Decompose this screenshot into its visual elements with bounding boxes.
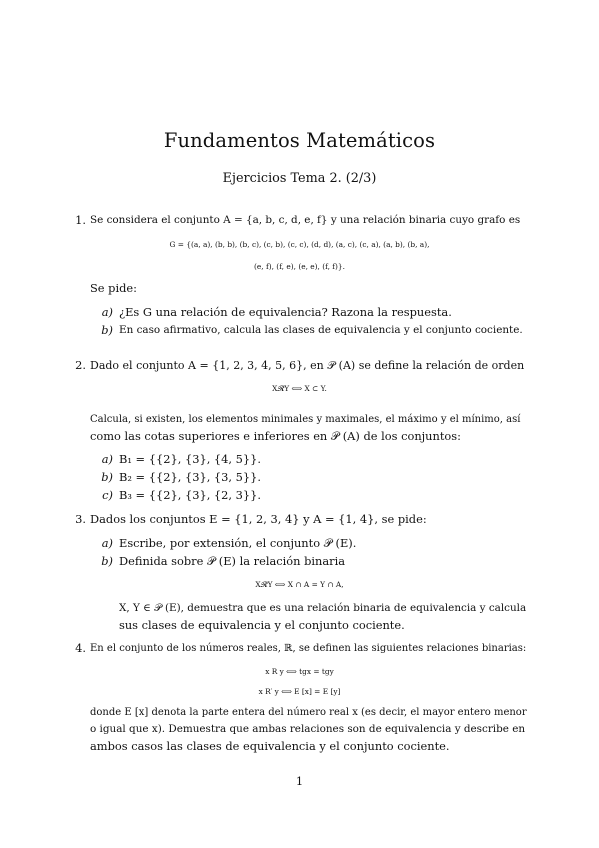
exercise-1-item-b-label: b) [101,323,113,337]
exercise-2-item-c-text: B₃ = {{2}, {3}, {2, 3}}. [119,488,262,502]
exercise-3-formula: X𝓡Y ⟺ X ∩ A = Y ∩ A, [255,580,344,589]
document-subtitle: Ejercicios Tema 2. (2/3) [222,171,377,186]
exercise-4-intro: En el conjunto de los números reales, ℝ, se definen las siguientes relaciones binarias: [90,643,527,654]
exercise-2-item-b-text: B₂ = {{2}, {3}, {3, 5}}. [119,470,262,484]
exercise-2-item-b-label: b) [101,470,113,484]
exercise-3-intro: Dados los conjuntos E = {1, 2, 3, 4} y A = {1, 4}, se pide: [90,512,427,526]
exercise-2-intro: Dado el conjunto A = {1, 2, 3, 4, 5, 6}, en 𝒫 (A) se define la relación de orden [90,359,525,372]
exercise-1-formula-line1: G = {(a, a), (b, b), (b, c), (c, b), (c, c), (d, d), (a, c), (c, a), (a, b), (b, a), [169,240,430,249]
exercise-1-item-b-text: En caso afirmativo, calcula las clases de equivalencia y el conjunto cociente. [119,324,523,336]
exercise-1-number: 1. [75,213,86,227]
exercise-4-formula2: x R′ y ⟺ E [x] = E [y] [258,687,341,696]
exercise-2-para-line2: como las cotas superiores e inferiores en 𝒫 (A) de los conjuntos: [90,429,461,443]
exercise-3-item-a-label: a) [101,536,113,550]
exercise-3-number: 3. [75,512,86,526]
exercise-3-cont-line1: X, Y ∈ 𝒫 (E), demuestra que es una relación binaria de equivalencia y calcula [119,602,527,614]
exercise-2-formula: X𝓡Y ⟺ X ⊂ Y. [272,384,327,393]
exercise-4-para-line2: o igual que x). Demuestra que ambas relaciones son de equivalencia y describe en [90,723,526,735]
exercise-3-item-a-text: Escribe, por extensión, el conjunto 𝒫 (E). [119,536,357,550]
exercise-2-item-c-label: c) [102,488,113,502]
exercise-1-intro: Se considera el conjunto A = {a, b, c, d, e, f} y una relación binaria cuyo grafo es [90,214,521,226]
exercise-2-number: 2. [75,358,86,372]
exercise-4-para-line1: donde E [x] denota la parte entera del número real x (es decir, el mayor entero menor [90,707,527,718]
exercise-1-prompt: Se pide: [90,281,137,295]
exercise-1-formula-line2: (e, f), (f, e), (e, e), (f, f)}. [254,262,345,271]
document-title: Fundamentos Matemáticos [163,129,436,152]
exercise-4-para-line3: ambos casos las clases de equivalencia y el conjunto cociente. [90,739,450,753]
exercise-1-item-a-text: ¿Es G una relación de equivalencia? Razona la respuesta. [119,305,452,319]
exercise-1-item-a-label: a) [101,305,113,319]
exercise-2-para-line1: Calcula, si existen, los elementos minimales y maximales, el máximo y el mínimo, así [90,414,521,425]
exercise-2-item-a-label: a) [101,452,113,466]
exercise-2-item-a-text: B₁ = {{2}, {3}, {4, 5}}. [119,452,262,466]
exercise-3-item-b-text: Definida sobre 𝒫 (E) la relación binaria [119,554,346,568]
exercise-4-formula1: x R y ⟺ tgx = tgy [265,667,334,676]
page-number: 1 [295,774,304,788]
exercise-3-cont-line2: sus clases de equivalencia y el conjunto cociente. [119,618,405,632]
exercise-3-item-b-label: b) [101,554,113,568]
exercise-4-number: 4. [75,641,86,655]
